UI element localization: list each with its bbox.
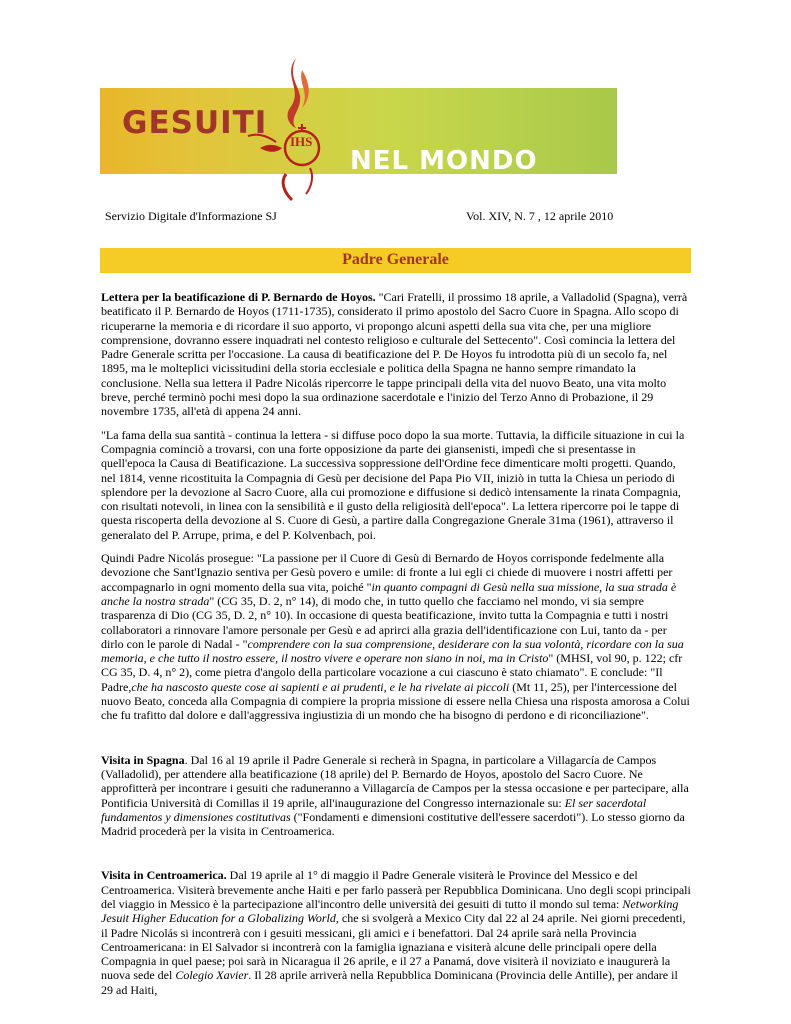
text-run: "Cari Fratelli, il prossimo 18 aprile, a Valladolid (Spagna), verrà beatificato il P. Bernardo de Hoyos (1711-1735), considerato il primo apostolo del Sacro Cuore in Spagna. Allo scopo di ricuperarne la memoria e di ricordare il suo apporto, vi propongo alcuni aspetti della sua vita che, per una migliore comprensione, dovranno essere inquadrati nel contesto religioso e culturale del Settecento". Così comincia la lettera del Padre Generale scritta per l'occasione. La causa di beatificazione del P. De Hoyos fu introdotta più di un secolo fa, nel 1895, ma le molteplici vicissitudini della storia ecclesiale e politica della Spagna ne hanno sempre rimandato la conclusione. Nella sua lettera il Padre Nicolás ripercorre le tappe principali della vita del nuovo Beato, una vita molto breve, perché terminò pochi mesi dopo la sua ordinazione sacerdotale e l'inizio del Terzo Anno di Probazione, il 29 novembre 1735, all'età di appena 24 anni. — [101, 290, 688, 419]
ihs-monogram: IHS — [290, 134, 313, 149]
text-run: Dal 19 aprile al 1° di maggio il Padre Generale visiterà le Province del Messico e del Centroamerica. Visiterà brevemente anche Haiti e per farlo passerà per Repubblica Dominicana. Uno degli scopi principali del viaggio in Messico è la partecipazione all'incontro delle università dei gesuiti di tutto il mondo sul tema: — [101, 868, 691, 911]
paragraph-nicolas-continues — [101, 551, 691, 723]
paragraph-beatification-letter — [101, 290, 691, 419]
text-run: "La fama della sua santità - continua la lettera - si diffuse poco dopo la sua morte. Tuttavia, la difficile situazione in cui la Compagnia cominciò a trovarsi, con una forte opposizione da parte dei giansenisti, impedì che si presentasse in quell'epoca la Causa di Beatificazione. La successiva soppressione dell'Ordine fece dimenticare molti progetti. Quando, nel 1814, venne ricostituita la Compagnia di Gesù per decisione del Papa Pio VII, iniziò in tutta la Chiesa un periodo di splendore per la devozione al Sacro Cuore, alla cui promozione e diffusione si dedicò intensamente la rinata Compagnia, con risultati notevoli, in linea con la sensibilità e il gusto della religiosità dell'epoca". La lettera ripercorre poi le tappe di questa riscoperta della devozione al S. Cuore di Gesù, a partire dalla Congregazione Gnerale 31ma (1961), attraverso il generalato del P. Arrupe, prima, e del P. Kolvenbach, poi. — [101, 427, 685, 542]
banner-title-nel-mondo: NEL MONDO — [350, 146, 538, 176]
italic-run: che ha nascosto queste cose ai sapienti e ai prudenti, e le ha rivelate ai piccoli — [131, 679, 510, 694]
text-run: (Mt 11, 25), per l'intercessione del nuovo Beato, conceda alla Compagnia di compiere la propria missione di essere nella Chiesa una risposta amorosa a Colui che fu trafitto dal dolore e dall'aggressiva ingiustizia di un mondo che ha bisogno di perdono e di riconciliazione". — [101, 679, 690, 723]
italic-run: Networking Jesuit Higher Education for a Globalizing World — [101, 896, 679, 926]
italic-run: El ser sacerdotal fundamentos y dimensiones costitutivas — [101, 795, 647, 824]
service-name: Servizio Digitale d'Informazione SJ — [105, 209, 277, 223]
text-run: , che si svolgerà a Mexico City dal 22 al 24 aprile. Nei giorni precedenti, il Padre Nicolás si incontrerà con i gesuiti messicani, gli amici e i benefattori. Dal 24 aprile sarà nella Provincia Centroamericana: in El Salvador si incontrerà con la famiglia ignaziana e visiterà alcune delle principali opere della Compagnia in quel paese; poi sarà in Nicaragua il 26 aprile, e il 27 a Panamá, dove visiterà il noviziato e inaugurerà la nuova sede del — [101, 911, 686, 983]
italic-run: comprendere con la sua comprensione, desiderare con la sua volontà, ricordare con la sua memoria, e che tutto il nostro essere, il nostro vivere e operare non siano in noi, ma in Cristo — [101, 636, 684, 666]
section-header-bar — [100, 248, 691, 273]
flame-sun-logo-icon — [240, 56, 348, 202]
paragraph-visit-central-america — [101, 868, 691, 997]
text-run: " (CG 35, D. 2, n° 14), di modo che, in tutto quello che facciamo nel mondo, vi sia sempre trasparenza di Dio (CG 35, D. 2, n° 10). In occasione di questa beatificazione, invito tutta la Compagnia e tutti i nostri collaboratori a rinnovare l'amore personale per Gesù e ad aprirci alla grazia dell'identificazione con Lui, tanto da - per dirlo con le parole di Nadal - " — [101, 593, 669, 651]
header-banner — [100, 88, 617, 174]
section-title: Padre Generale — [342, 251, 449, 268]
banner-title-gesuiti: GESUITI — [122, 105, 268, 141]
bold-run: Visita in Centroamerica. — [101, 868, 227, 883]
text-run: " (MHSI, vol 90, p. 122; cfr CG 35, D. 4, n° 2), come pietra d'angolo della particolare vocazione a cui ciascuno è stato chiamato". E conclude: "Il Padre, — [101, 651, 683, 694]
paragraph-visit-spain — [101, 753, 691, 839]
article-body — [101, 290, 691, 1006]
paragraph-fame-of-sanctity — [101, 428, 691, 542]
text-run: . Dal 16 al 19 aprile il Padre Generale si recherà in Spagna, in particolare a Villagarcía de Campos (Valladolid), per attendere alla beatificazione (18 aprile) del P. Bernardo de Hoyos, apostolo del Sacro Cuore. Ne approfitterà per incontrare i gesuiti che raduneranno a Villagarcía de Campos per la stessa occasione e per partecipare, alla Pontificia Università di Comillas il 19 aprile, all'inaugurazione del Congresso internazionale su: — [101, 752, 689, 810]
bold-run: Lettera per la beatificazione di P. Bernardo de Hoyos. — [101, 290, 376, 304]
issue-info: Vol. XIV, N. 7 , 12 aprile 2010 — [466, 209, 614, 223]
text-run: . Il 28 aprile arriverà nella Repubblica Dominicana (Provincia delle Antille), per andare il 29 ad Haiti, — [101, 968, 678, 997]
text-run: Quindi Padre Nicolás prosegue: "La passione per il Cuore di Gesù di Bernardo de Hoyos corrisponde fedelmente alla devozione che Sant'Ignazio sentiva per Gesù povero e umile: di fronte a lui egli ci chiede di muovere i nostri affetti per accompagnarlo in ogni momento della sua vita, poiché " — [101, 551, 673, 594]
bold-run: Visita in Spagna — [101, 752, 185, 767]
italic-run: Colegio Xavier — [175, 968, 249, 983]
text-run: ("Fondamenti e dimensioni costitutive dell'essere sacerdoti"). Lo stesso giorno da Madrid procederà per la visita in Centroamerica. — [101, 809, 685, 839]
italic-run: in quanto compagni di Gesù nella sua missione, la sua strada è anche la nostra strada — [101, 579, 677, 608]
